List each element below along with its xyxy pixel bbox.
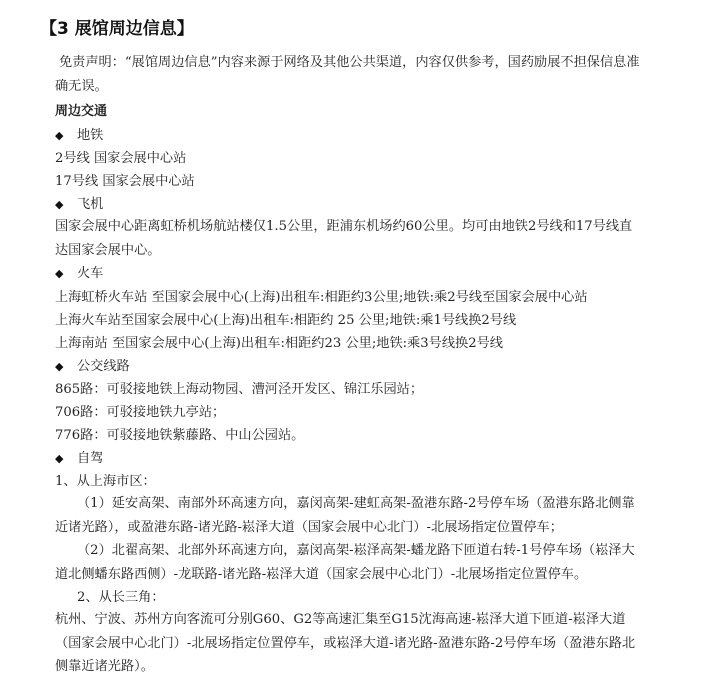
metro-line-item: 2号线 国家会展中心站	[55, 151, 187, 166]
drive-route-3: 杭州、宁波、苏州方向客流可分别G60、G2等高速汇集至G15沈海高速-崧泽大道下匝道-崧泽大道（国家会展中心北门）-北展场指定位置停车，或崧泽大道-诸光路-盈港东路-2号停车场（盈港东路北侧靠近诸光路）。	[55, 612, 636, 674]
diamond-bullet-icon: ◆	[55, 198, 64, 211]
plane-header	[55, 195, 103, 215]
bus-line-item: 706路：可驳接地铁九亭站；	[55, 405, 226, 420]
train-line-item: 上海火车站至国家会展中心(上海)出租车:相距约 25 公里;地铁:乘1号线换2号线	[55, 313, 517, 328]
drive-title: 自驾	[77, 451, 104, 466]
diamond-bullet-icon: ◆	[55, 129, 64, 142]
drive-header	[55, 449, 103, 469]
plane-paragraph: 国家会展中心距离虹桥机场航站楼仅1.5公里，距浦东机场约60公里。均可由地铁2号线和17号线直达国家会展中心。	[55, 219, 633, 258]
transport-section-title: 周边交通	[55, 104, 108, 119]
drive-from-city: 1、从上海市区：	[55, 474, 156, 489]
plane-title: 飞机	[77, 197, 104, 212]
disclaimer-paragraph: 免责声明：“展馆周边信息”内容来源于网络及其他公共渠道，内容仅供参考，国药励展不担保信息准确无误。	[55, 55, 640, 94]
drive-from-delta: 2、从长三角：	[77, 590, 165, 605]
train-line-item: 上海南站 至国家会展中心(上海)出租车:相距约23 公里;地铁:乘3号线换2号线	[55, 336, 503, 351]
diamond-bullet-icon: ◆	[55, 267, 64, 280]
drive-route-2: （2）北翟高架、北部外环高速方向，嘉闵高架-崧泽高架-蟠龙路下匝道右转-1号停车场（崧泽大道北侧蟠东路西侧）-龙联路-诸光路-崧泽大道（国家会展中心北门）-北展场指定位置停车。	[55, 543, 635, 582]
bus-header	[55, 357, 130, 377]
train-title: 火车	[77, 266, 104, 281]
diamond-bullet-icon: ◆	[55, 360, 64, 373]
section-heading: 【3 展馆周边信息】	[40, 19, 194, 39]
drive-route-1: （1）延安高架、南部外环高速方向，嘉闵高架-建虹高架-盈港东路-2号停车场（盈港东路北侧靠近诸光路），或盈港东路-诸光路-崧泽大道（国家会展中心北门）-北展场指定位置停车；	[55, 496, 635, 535]
bus-line-item: 865路：可驳接地铁上海动物园、漕河泾开发区、锦江乐园站；	[55, 382, 424, 397]
train-line-item: 上海虹桥火车站 至国家会展中心(上海)出租车:相距约3公里;地铁:乘2号线至国家会展中心站	[55, 290, 588, 305]
metro-line-item: 17号线 国家会展中心站	[55, 174, 195, 189]
bus-title: 公交线路	[77, 359, 130, 374]
metro-header	[55, 126, 103, 146]
train-header	[55, 264, 103, 284]
diamond-bullet-icon: ◆	[55, 452, 64, 465]
bus-line-item: 776路：可驳接地铁紫藤路、中山公园站。	[55, 428, 305, 443]
metro-title: 地铁	[77, 128, 104, 143]
